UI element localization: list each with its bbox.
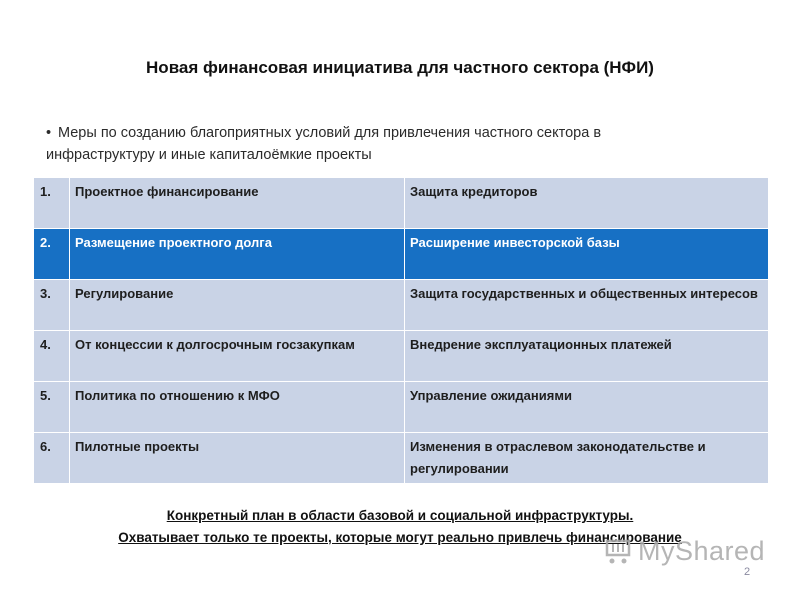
row-number: 6. [34,433,70,484]
row-left-cell: Проектное финансирование [70,178,405,229]
bullet-marker: • [46,125,52,141]
row-right-cell: Защита государственных и общественных интересов [405,280,769,331]
row-right-cell: Управление ожиданиями [405,382,769,433]
table-row-highlighted [34,229,769,280]
row-number: 5. [34,382,70,433]
row-left-cell: Регулирование [70,280,405,331]
footer-line-1: Конкретный план в области базовой и социальной инфраструктуры. [166,508,634,523]
footer-line-2: Охватывает только те проекты, которые могут реально привлечь финансирование [118,530,682,545]
row-number: 3. [34,280,70,331]
table-row [34,382,769,433]
table-row [34,433,769,484]
bullet-point [46,122,686,166]
measures-table [33,177,769,484]
shopping-cart-icon [604,536,634,566]
row-right-cell: Изменения в отраслевом законодательстве и регулировании [405,433,769,484]
bullet-text: Меры по созданию благоприятных условий для привлечения частного сектора в инфраструктуру и иные капиталоёмкие проекты [46,125,602,163]
slide-title: Новая финансовая инициатива для частного сектора (НФИ) [146,58,654,77]
row-left-cell: Политика по отношению к МФО [70,382,405,433]
row-right-cell: Расширение инвесторской базы [405,229,769,280]
row-number: 2. [34,229,70,280]
table-row [34,331,769,382]
row-left-cell: От концессии к долгосрочным госзакупкам [70,331,405,382]
table-row [34,280,769,331]
watermark-text: MyShared [638,535,766,566]
row-number: 1. [34,178,70,229]
watermark [604,534,765,568]
page-number: 2 [744,566,751,578]
table-row [34,178,769,229]
row-left-cell: Размещение проектного долга [70,229,405,280]
row-right-cell: Внедрение эксплуатационных платежей [405,331,769,382]
row-number: 4. [34,331,70,382]
row-left-cell: Пилотные проекты [70,433,405,484]
row-right-cell: Защита кредиторов [405,178,769,229]
